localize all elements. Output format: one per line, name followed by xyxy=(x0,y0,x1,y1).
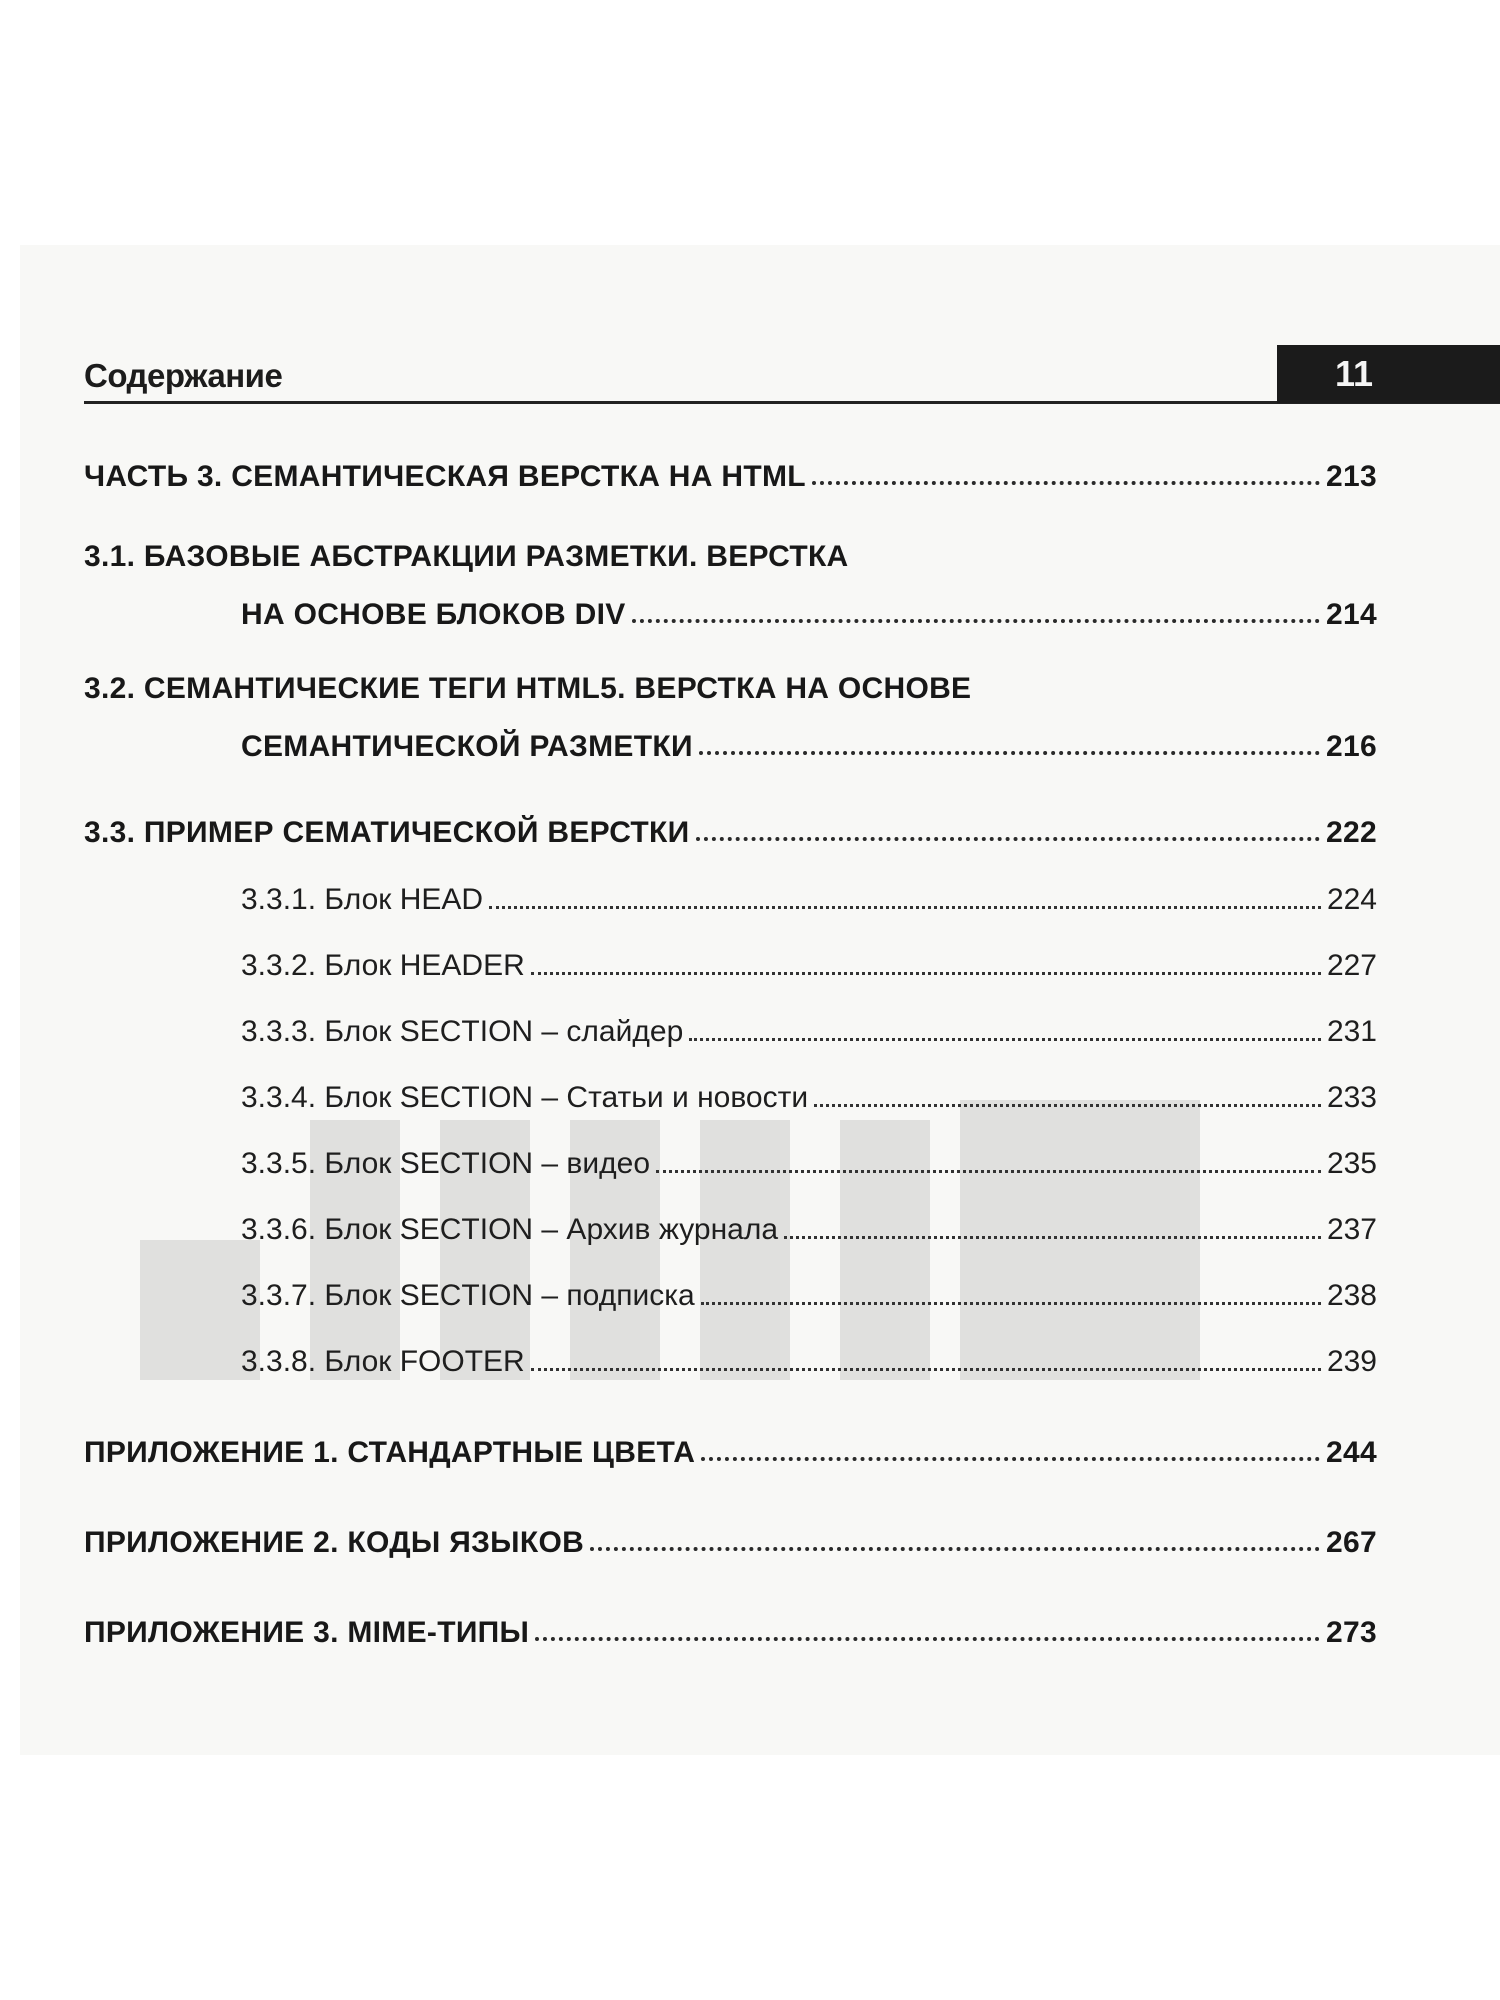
header-title: Содержание xyxy=(84,357,283,394)
dot-leader xyxy=(535,1637,1320,1641)
dot-leader xyxy=(632,619,1321,623)
toc-entry-text-line1: 3.1. БАЗОВЫЕ АБСТРАКЦИИ РАЗМЕТКИ. ВЕРСТКА xyxy=(84,540,849,573)
toc-entry-text: ПРИЛОЖЕНИЕ 2. КОДЫ ЯЗЫКОВ xyxy=(84,1526,585,1559)
toc-entry-text: ПРИЛОЖЕНИЕ 3. MIME-ТИПЫ xyxy=(84,1616,530,1649)
dot-leader xyxy=(656,1170,1321,1173)
dot-leader xyxy=(489,906,1321,909)
page-number: 11 xyxy=(1335,353,1374,394)
dot-leader xyxy=(531,1368,1321,1371)
toc-entry-text: 3.3.8. Блок FOOTER xyxy=(241,1345,525,1378)
toc-entry-page: 214 xyxy=(1326,598,1377,631)
toc-entry-3-3-1[interactable] xyxy=(84,873,1377,917)
toc-entry-page: 273 xyxy=(1326,1616,1377,1649)
dot-leader xyxy=(590,1547,1320,1551)
dot-leader xyxy=(699,751,1320,755)
dot-leader xyxy=(701,1457,1320,1461)
dot-leader xyxy=(696,837,1321,841)
dot-leader xyxy=(814,1104,1321,1107)
toc-entry-appendix-2[interactable] xyxy=(84,1516,1377,1560)
toc-entry-page: 237 xyxy=(1326,1213,1377,1246)
toc-entry-page: 222 xyxy=(1326,816,1377,849)
dot-leader xyxy=(784,1236,1321,1239)
toc-entry-3-3-5[interactable] xyxy=(84,1137,1377,1181)
toc-entry-page: 267 xyxy=(1326,1526,1377,1559)
toc-entry-appendix-1[interactable] xyxy=(84,1426,1377,1470)
page-header xyxy=(84,345,1500,405)
toc-entry-page: 231 xyxy=(1326,1015,1377,1048)
toc-entry-3-3-3[interactable] xyxy=(84,1005,1377,1049)
toc-entry-text: 3.3.7. Блок SECTION – подписка xyxy=(241,1279,695,1312)
toc-entry-3-3-8[interactable] xyxy=(84,1335,1377,1379)
toc-entry-appendix-3[interactable] xyxy=(84,1606,1377,1650)
toc-entry-text-line1: 3.2. СЕМАНТИЧЕСКИЕ ТЕГИ HTML5. ВЕРСТКА НА ОСНОВЕ xyxy=(84,672,972,705)
toc-entry-text: 3.3.1. Блок HEAD xyxy=(241,883,484,916)
toc-entry-page: 213 xyxy=(1326,460,1377,493)
toc-entry-3-1[interactable] xyxy=(84,540,1377,632)
toc-entry-text: 3.3. ПРИМЕР СЕМАТИЧЕСКОЙ ВЕРСТКИ xyxy=(84,816,690,849)
toc-entry-3-3-7[interactable] xyxy=(84,1269,1377,1313)
toc-entry-text: 3.3.2. Блок HEADER xyxy=(241,949,525,982)
toc-entry-page: 227 xyxy=(1326,949,1377,982)
toc-entry-text: ПРИЛОЖЕНИЕ 1. СТАНДАРТНЫЕ ЦВЕТА xyxy=(84,1436,696,1469)
page-number-tab xyxy=(1277,345,1500,403)
dot-leader xyxy=(531,972,1321,975)
toc-entry-page: 233 xyxy=(1326,1081,1377,1114)
toc-entry-text-line2: НА ОСНОВЕ БЛОКОВ DIV xyxy=(241,598,626,631)
dot-leader xyxy=(689,1038,1321,1041)
toc-entry-text: 3.3.6. Блок SECTION – Архив журнала xyxy=(241,1213,779,1246)
toc-entry-3-3-6[interactable] xyxy=(84,1203,1377,1247)
toc-entry-text: ЧАСТЬ 3. СЕМАНТИЧЕСКАЯ ВЕРСТКА НА HTML xyxy=(84,460,806,493)
toc-entry-text: 3.3.3. Блок SECTION – слайдер xyxy=(241,1015,684,1048)
toc-entry-text: 3.3.4. Блок SECTION – Статьи и новости xyxy=(241,1081,809,1114)
toc-entry-3-3[interactable] xyxy=(84,806,1377,850)
toc-entry-text-line2: СЕМАНТИЧЕСКОЙ РАЗМЕТКИ xyxy=(241,730,693,763)
toc-entry-3-3-4[interactable] xyxy=(84,1071,1377,1115)
toc-entry-page: 216 xyxy=(1326,730,1377,763)
toc-entry-part3[interactable] xyxy=(84,450,1377,494)
toc-entry-page: 238 xyxy=(1326,1279,1377,1312)
dot-leader xyxy=(701,1302,1321,1305)
toc-entry-page: 244 xyxy=(1326,1436,1377,1469)
toc-entry-page: 224 xyxy=(1326,883,1377,916)
toc-entry-3-3-2[interactable] xyxy=(84,939,1377,983)
dot-leader xyxy=(812,481,1320,485)
toc-entry-page: 235 xyxy=(1326,1147,1377,1180)
toc-entry-text: 3.3.5. Блок SECTION – видео xyxy=(241,1147,650,1180)
toc-entry-3-2[interactable] xyxy=(84,672,1377,764)
toc-entry-page: 239 xyxy=(1326,1345,1377,1378)
